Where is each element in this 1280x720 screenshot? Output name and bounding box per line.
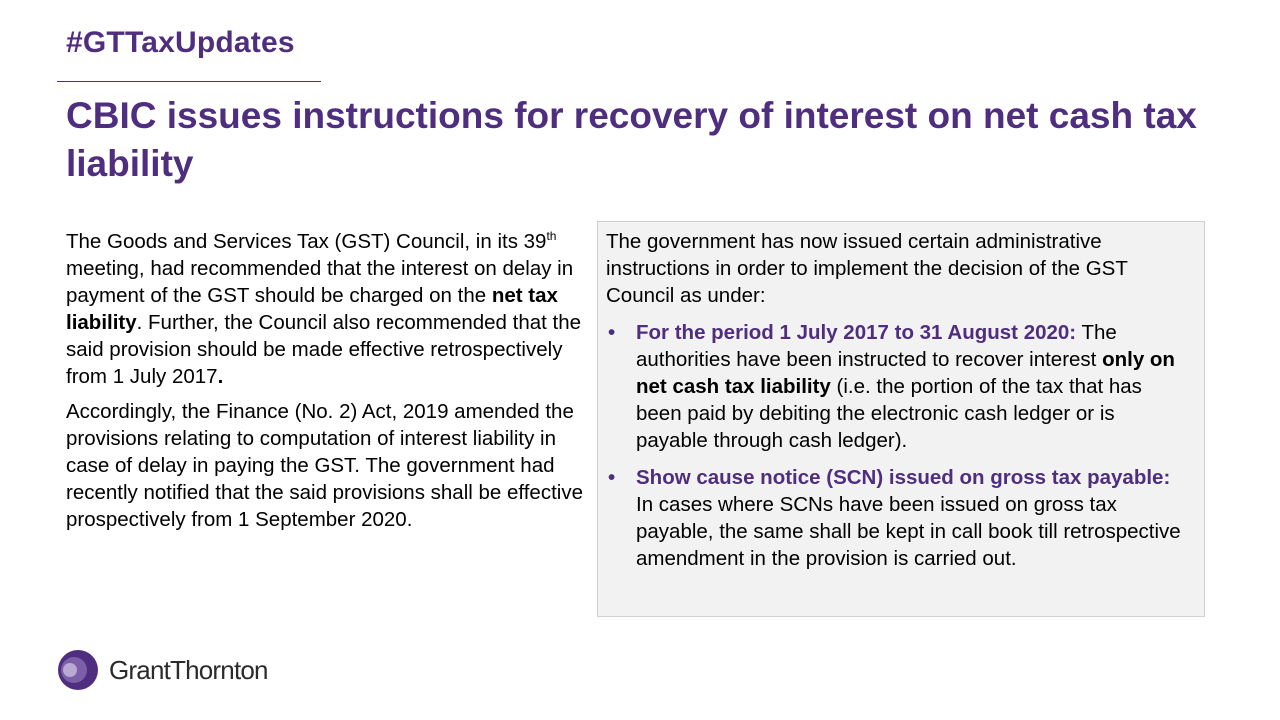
paragraph-text: The Goods and Services Tax (GST) Council, in its 39	[66, 230, 547, 253]
bullet-text: (i.e. the portion of the tax that has been paid by debiting the electronic cash ledger or is payable through cash ledger).	[636, 375, 1142, 452]
grant-thornton-logo	[57, 649, 268, 691]
page-title: CBIC issues instructions for recovery of interest on net cash tax liability	[66, 95, 1197, 184]
bullet-icon: •	[608, 466, 616, 489]
hashtag-heading: #GTTaxUpdates	[66, 26, 295, 59]
bullet-icon: •	[608, 321, 616, 344]
bold-net-tax-liability: net tax liability	[66, 284, 558, 334]
ordinal-suffix: th	[546, 229, 557, 243]
bullet-text: The authorities have been instructed to recover interest	[636, 321, 1117, 371]
bullet-heading: For the period 1 July 2017 to 31 August 2020:	[636, 321, 1077, 344]
heading-divider	[57, 81, 321, 82]
list-item	[606, 464, 1190, 572]
paragraph-text: meeting, had recommended that the interest on delay in payment of the GST should be charged on the	[66, 257, 574, 307]
instructions-intro: The government has now issued certain administrative instructions in order to implement the decision of the GST Council as under:	[606, 230, 1128, 307]
list-item	[606, 319, 1190, 454]
bullet-heading: Show cause notice (SCN) issued on gross tax payable:	[636, 466, 1171, 489]
paragraph-gst-council	[66, 228, 586, 390]
paragraph-text: . Further, the Council also recommended that the said provision should be made effective retrospectively from 1 July 2017	[66, 311, 582, 388]
left-column	[66, 228, 586, 541]
logo-wordmark: GrantThornton	[109, 654, 268, 685]
grant-thornton-logo-icon	[57, 649, 99, 691]
paragraph-finance-act: Accordingly, the Finance (No. 2) Act, 2019 amended the provisions relating to computation of interest liability in case of delay in paying the GST. The government had recently notified that the said provisions shall be effective prospectively from 1 September 2020.	[66, 400, 583, 531]
bullet-text: In cases where SCNs have been issued on gross tax payable, the same shall be kept in call book till retrospective amendment in the provision is carried out.	[636, 493, 1181, 570]
bold-net-cash-tax-liability: only on net cash tax liability	[636, 348, 1175, 398]
instructions-list	[606, 319, 1190, 572]
instructions-box	[597, 221, 1205, 617]
paragraph-end-dot: .	[217, 365, 224, 388]
